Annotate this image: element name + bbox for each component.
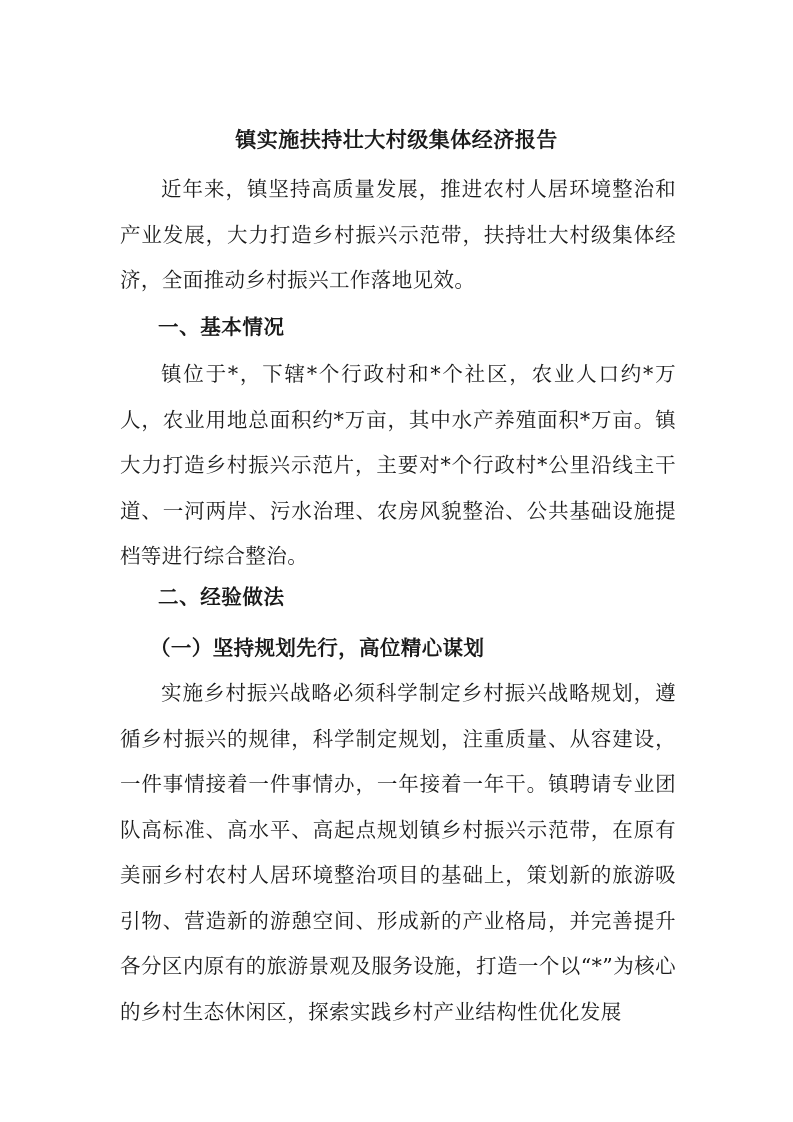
section-1-heading: 一、基本情况	[158, 315, 285, 339]
subsection-1-heading: （一）坚持规划先行，高位精心谋划	[150, 636, 485, 660]
document-title: 镇实施扶持壮大村级集体经济报告	[235, 127, 558, 152]
section-2-heading: 二、经验做法	[158, 585, 285, 609]
intro-paragraph: 近年来，镇坚持高质量发展，推进农村人居环境整治和产业发展，大力打造乡村振兴示范带，扶持壮大村级集体经济，全面推动乡村振兴工作落地见效。	[120, 177, 676, 292]
section-1-paragraph: 镇位于*，下辖*个行政村和*个社区，农业人口约*万人，农业用地总面积约*万亩，其中水产养殖面积*万亩。镇大力打造乡村振兴示范片，主要对*个行政村*公里沿线主干道、一河两岸、污水治理、农房风貌整治、公共基础设施提档等进行综合整治。	[120, 362, 676, 568]
subsection-1-paragraph: 实施乡村振兴战略必须科学制定乡村振兴战略规划，遵循乡村振兴的规律，科学制定规划，注重质量、从容建设，一件事情接着一件事情办，一年接着一年干。镇聘请专业团队高标准、高水平、高起点规划镇乡村振兴示范带，在原有美丽乡村农村人居环境整治项目的基础上，策划新的旅游吸引物、营造新的游憩空间、形成新的产业格局，并完善提升各分区内原有的旅游景观及服务设施，打造一个以“*”为核心的乡村生态休闲区，探索实践乡村产业结构性优化发展	[120, 681, 676, 1024]
